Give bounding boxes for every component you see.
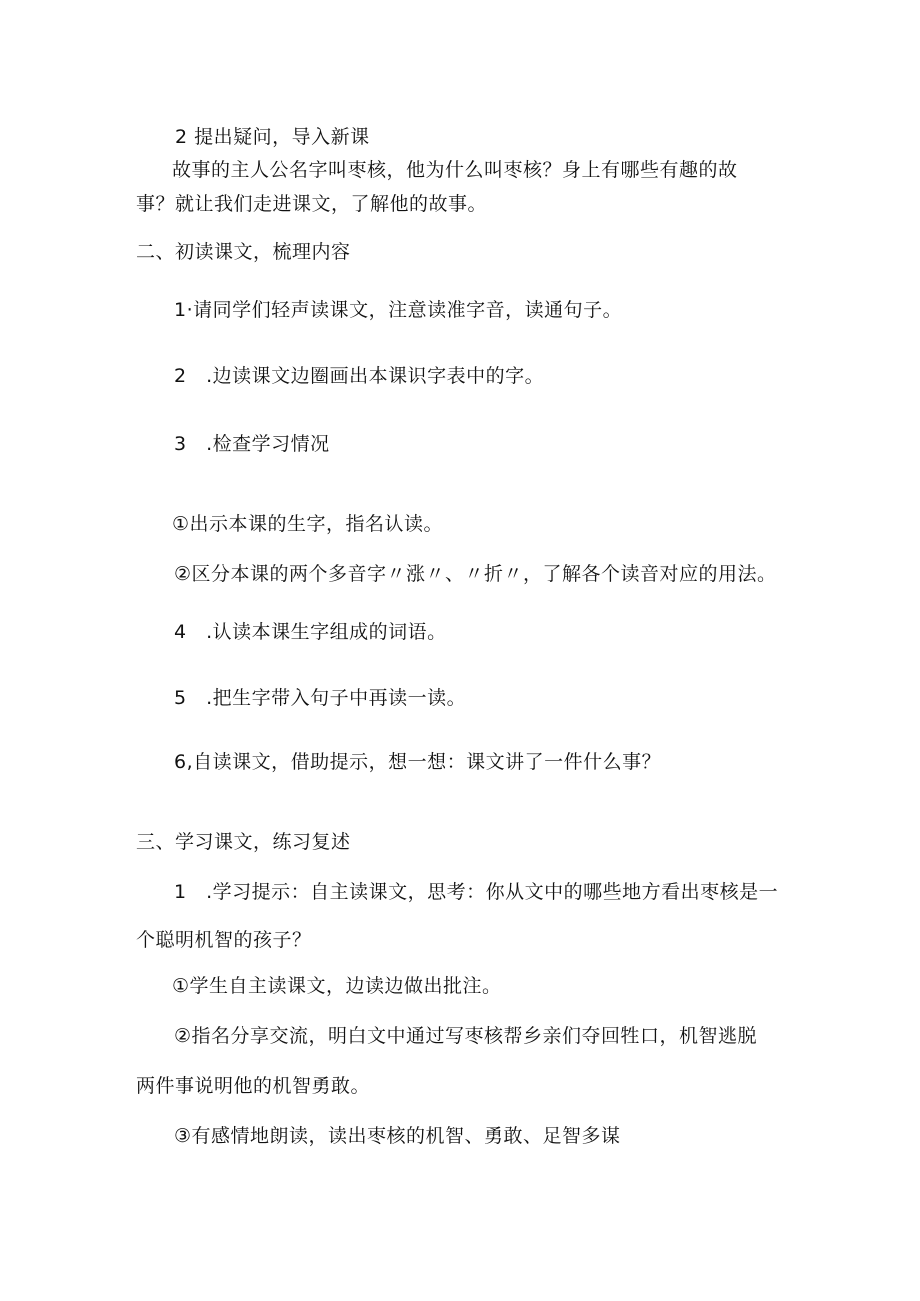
sub-list-item: ③有感情地朗读，读出枣核的机智、勇敢、足智多谋: [174, 1125, 621, 1147]
sub-list-item: ①出示本课的生字，指名认读。: [172, 513, 444, 535]
sub-list-item: ①学生自主读课文，边读边做出批注。: [172, 975, 502, 997]
paragraph-line: 事？就让我们走进课文，了解他的故事。: [136, 193, 488, 215]
list-item: 3 .检查学习情况: [174, 433, 330, 455]
section-heading: 三、学习课文，练习复述: [136, 831, 351, 853]
list-item: 5 .把生字带入句子中再读一读。: [174, 687, 467, 709]
paragraph-line: 故事的主人公名字叫枣核，他为什么叫枣核？身上有哪些有趣的故: [172, 159, 738, 181]
subsection-heading: 2 提出疑问，导入新课: [175, 126, 370, 148]
paragraph-line: 个聪明机智的孩子？: [136, 929, 312, 951]
list-item: 6,自读课文，借助提示，想一想：课文讲了一件什么事？: [174, 751, 662, 773]
list-item: 1 .学习提示：自主读课文，思考：你从文中的哪些地方看出枣核是一: [174, 881, 779, 903]
section-heading: 二、初读课文，梳理内容: [136, 241, 351, 263]
sub-list-item: ②区分本课的两个多音字〃涨〃、〃折〃，了解各个读音对应的用法。: [174, 563, 777, 585]
list-item: 2 .边读课文边圈画出本课识字表中的字。: [174, 365, 545, 387]
paragraph-line: 两件事说明他的机智勇敢。: [136, 1075, 371, 1097]
list-item: 4 .认读本课生字组成的词语。: [174, 621, 447, 643]
list-item: 1·请同学们轻声读课文，注意读准字音，读通句子。: [174, 299, 623, 321]
sub-list-item: ②指名分享交流，明白文中通过写枣核帮乡亲们夺回牲口，机智逃脱: [174, 1025, 758, 1047]
